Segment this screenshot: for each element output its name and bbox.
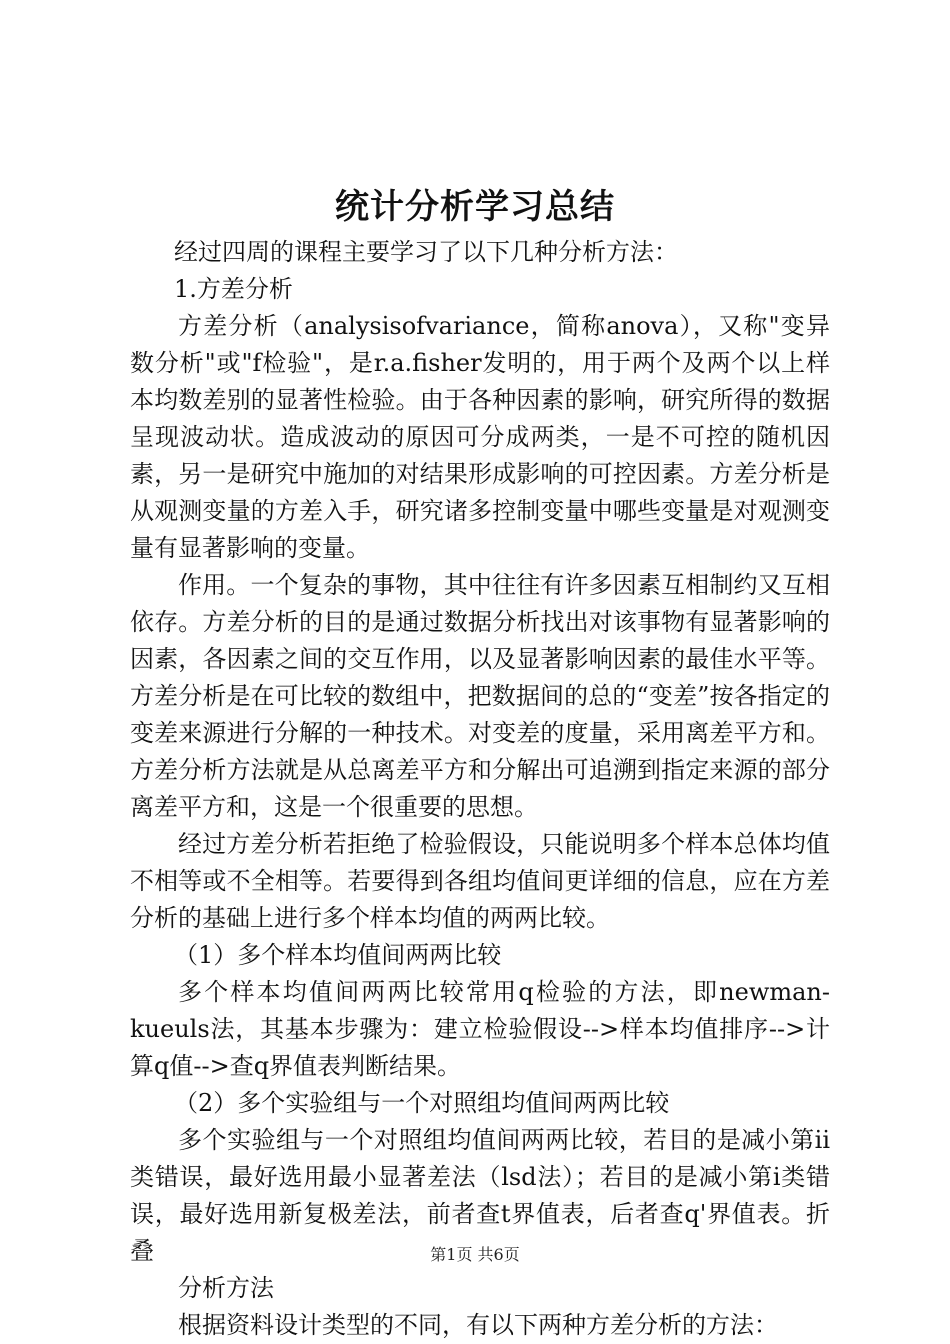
subheading-control-comparison: （2）多个实验组与一个对照组均值间两两比较 (174, 1089, 670, 1117)
analysis-methods-paragraph: 根据资料设计类型的不同，有以下两种方差分析的方法： (178, 1311, 778, 1339)
section-heading-anova: 1.方差分析 (174, 275, 293, 303)
page-footer: 第1页 共6页 (430, 1245, 520, 1264)
pairwise-comparison-paragraph: 多个样本均值间两两比较常用q检验的方法，即newman-kueuls法，其基本步骤为：建立检验假设-->样本均值排序-->计算q值-->查q界值表判断结果。 (130, 978, 830, 1080)
subheading-analysis-methods: 分析方法 (178, 1274, 274, 1302)
subheading-pairwise-comparison: （1）多个样本均值间两两比较 (174, 941, 502, 969)
anova-purpose-paragraph: 作用。一个复杂的事物，其中往往有许多因素互相制约又互相依存。方差分析的目的是通过数据分析找出对该事物有显著影响的因素，各因素之间的交互作用，以及显著影响因素的最佳水平等。方差分析是在可比较的数组中，把数据间的总的“变差”按各指定的变差来源进行分解的一种技术。对变差的度量，采用离差平方和。方差分析方法就是从总离差平方和分解出可追溯到指定来源的部分离差平方和，这是一个很重要的思想。 (130, 571, 830, 821)
anova-definition-paragraph: 方差分析（analysisofvariance，简称anova），又称"变异数分析"或"f检验"，是r.a.fisher发明的，用于两个及两个以上样本均数差别的显著性检验。由于各种因素的影响，研究所得的数据呈现波动状。造成波动的原因可分成两类，一是不可控的随机因素，另一是研究中施加的对结果形成影响的可控因素。方差分析是从观测变量的方差入手，研究诸多控制变量中哪些变量是对观测变量有显著影响的变量。 (130, 312, 830, 562)
control-comparison-paragraph: 多个实验组与一个对照组均值间两两比较，若目的是减小第ii类错误，最好选用最小显著差法（lsd法）；若目的是减小第i类错误，最好选用新复极差法，前者查t界值表，后者查q'界值表。折叠 (130, 1126, 830, 1265)
intro-paragraph: 经过四周的课程主要学习了以下几种分析方法： (174, 238, 678, 266)
document-title: 统计分析学习总结 (335, 187, 615, 227)
anova-rejection-paragraph: 经过方差分析若拒绝了检验假设，只能说明多个样本总体均值不相等或不全相等。若要得到各组均值间更详细的信息，应在方差分析的基础上进行多个样本均值的两两比较。 (130, 830, 830, 932)
document-body (130, 234, 830, 1344)
